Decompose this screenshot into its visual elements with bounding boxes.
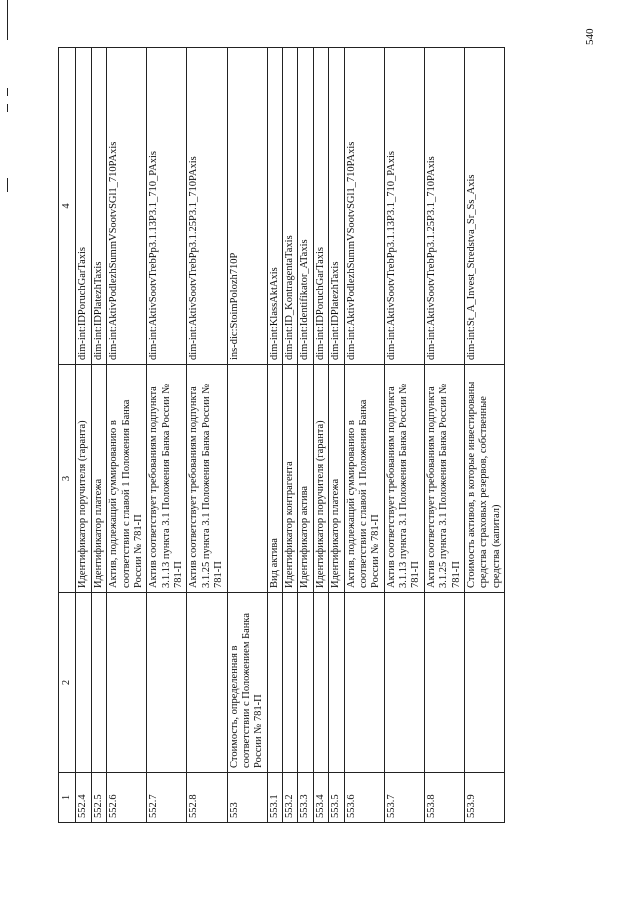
table-row [344,48,384,823]
row-code: dim-int:AktivPodlezhSummVSootvSGl1_710PAxis [107,48,147,365]
row-name [298,593,313,773]
row-code: dim-int:AktivPodlezhSummVSootvSGl1_710PAxis [344,48,384,365]
row-number: 552.7 [147,773,187,823]
row-name [147,593,187,773]
table-row [147,48,187,823]
row-code: dim-int:IDPlatezhTaxis [91,48,106,365]
table-row [283,48,298,823]
row-code: dim-int:ID_KontragentaTaxis [283,48,298,365]
row-name [329,593,344,773]
row-description [227,365,267,593]
row-description: Вид актива [267,365,282,593]
row-description: Актив, подлежащий суммированию в соответствии с главой 1 Положения Банка России № 781-П [107,365,147,593]
table-row [107,48,147,823]
row-description: Идентификатор платежа [91,365,106,593]
row-name [107,593,147,773]
table-row [298,48,313,823]
row-number: 553 [227,773,267,823]
row-number: 553.7 [384,773,424,823]
margin-mark [7,104,8,112]
margin-mark [7,88,8,96]
row-description: Актив, подлежащий суммированию в соответствии с главой 1 Положения Банка России № 781-П [344,365,384,593]
table-row [464,48,504,823]
table-row [91,48,106,823]
row-description: Стоимость активов, в которые инвестированы средства страховых резервов, собственные средства (капитал) [464,365,504,593]
column-header: 2 [59,593,76,773]
row-name [344,593,384,773]
row-name [283,593,298,773]
row-description: Актив соответствует требованиям подпункта 3.1.13 пункта 3.1 Положения Банка России № 781-П [384,365,424,593]
row-code: dim-int:IDPoruchGarTaxis [313,48,328,365]
row-number: 552.8 [187,773,227,823]
row-name: Стоимость, определенная в соответствии с Положением Банка России № 781-П [227,593,267,773]
margin-mark [7,178,8,192]
column-header: 3 [59,365,76,593]
margin-mark [7,0,8,40]
row-name [267,593,282,773]
row-number: 553.9 [464,773,504,823]
table-row [187,48,227,823]
rotated-page [58,48,588,823]
row-description: Идентификатор поручителя (гаранта) [313,365,328,593]
table-row [313,48,328,823]
page-number: 540 [584,28,596,45]
row-code: dim-int:Identifikator_ATaxis [298,48,313,365]
row-description: Актив соответствует требованиям подпункта 3.1.25 пункта 3.1 Положения Банка России № 781-П [424,365,464,593]
header-row [59,48,76,823]
row-name [76,593,91,773]
row-name [384,593,424,773]
row-name [313,593,328,773]
row-code: dim-int:AktivSootvTrebPp3.1.13P3.1_710_PAxis [147,48,187,365]
table-row [76,48,91,823]
row-number: 553.8 [424,773,464,823]
row-name [187,593,227,773]
row-code: dim-int:AktivSootvTrebPp3.1.13P3.1_710_PAxis [384,48,424,365]
row-name [91,593,106,773]
table-row [424,48,464,823]
table-row [227,48,267,823]
row-number: 552.5 [91,773,106,823]
table-row [329,48,344,823]
row-code: dim-int:St_A_Invest_Stredstva_Sr_Ss_Axis [464,48,504,365]
row-code: ins-dic:StoimPolozh710P [227,48,267,365]
row-description: Идентификатор актива [298,365,313,593]
row-number: 552.6 [107,773,147,823]
attribute-table [58,47,505,823]
row-description: Идентификатор контрагента [283,365,298,593]
row-code: dim-int:IDPoruchGarTaxis [76,48,91,365]
row-code: dim-int:AktivSootvTrebPp3.1.25P3.1_710PAxis [187,48,227,365]
row-number: 552.4 [76,773,91,823]
row-name [424,593,464,773]
row-code: dim-int:AktivSootvTrebPp3.1.25P3.1_710PAxis [424,48,464,365]
row-code: dim-int:IDPlatezhTaxis [329,48,344,365]
row-number: 553.1 [267,773,282,823]
row-description: Идентификатор платежа [329,365,344,593]
row-number: 553.5 [329,773,344,823]
row-number: 553.2 [283,773,298,823]
row-number: 553.4 [313,773,328,823]
row-description: Идентификатор поручителя (гаранта) [76,365,91,593]
row-code: dim-int:KlassAktAxis [267,48,282,365]
column-header: 1 [59,773,76,823]
row-number: 553.3 [298,773,313,823]
row-number: 553.6 [344,773,384,823]
table-row [267,48,282,823]
column-header: 4 [59,48,76,365]
row-description: Актив соответствует требованиям подпункта 3.1.25 пункта 3.1 Положения Банка России № 781-П [187,365,227,593]
row-name [464,593,504,773]
row-description: Актив соответствует требованиям подпункта 3.1.13 пункта 3.1 Положения Банка России № 781-П [147,365,187,593]
table-row [384,48,424,823]
